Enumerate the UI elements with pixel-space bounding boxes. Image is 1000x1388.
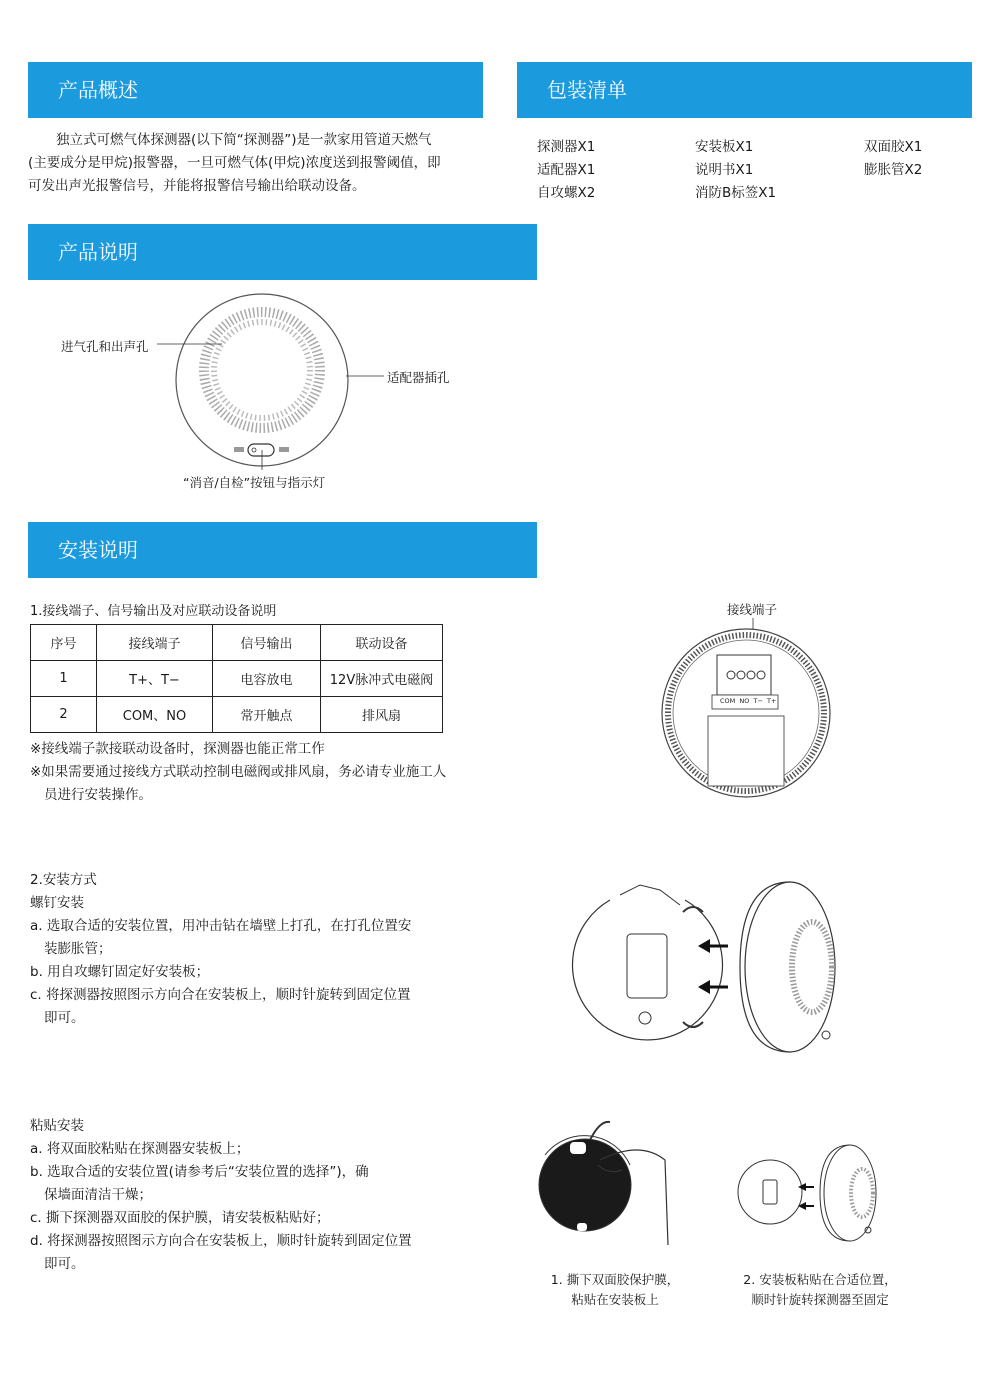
- wiring-title: 1.接线端子、信号输出及对应联动设备说明: [30, 604, 277, 619]
- packing-item: 适配器X1: [537, 162, 596, 178]
- table-cell: T+、T−: [97, 661, 213, 697]
- wiring-note: ※如果需要通过接线方式联动控制电磁阀或排风扇，务必请专业施工人: [30, 764, 447, 780]
- caption-line: 顺时针旋转探测器至固定: [751, 1292, 889, 1307]
- table-cell: 排风扇: [321, 697, 443, 733]
- table-cell: COM、NO: [97, 697, 213, 733]
- caption-line: 粘贴在安装板上: [571, 1292, 659, 1307]
- screw-step: c. 将探测器按照图示方向合在安装板上，顺时针旋转到固定位置: [30, 987, 411, 1003]
- paste-caption-1: [540, 1270, 690, 1310]
- screw-step: a. 选取合适的安装位置，用冲击钻在墙壁上打孔，在打孔位置安: [30, 918, 412, 934]
- table-cell: 1: [31, 661, 97, 697]
- wiring-note: 员进行安装操作。: [44, 787, 152, 803]
- label-button: “消音/自检”按钮与指示灯: [183, 475, 326, 490]
- table-header: 信号输出: [213, 625, 321, 661]
- paste-step: b. 选取合适的安装位置(请参考后“安装位置的选择”)，确: [30, 1164, 369, 1180]
- paste-step: d. 将探测器按照图示方向合在安装板上，顺时针旋转到固定位置: [30, 1233, 412, 1249]
- overview-title: 产品概述: [58, 78, 138, 102]
- table-cell: 常开触点: [213, 697, 321, 733]
- table-header: 序号: [31, 625, 97, 661]
- table-cell: 12V脉冲式电磁阀: [321, 661, 443, 697]
- packing-item: 消防B标签X1: [695, 185, 777, 201]
- overview-line: 独立式可燃气体探测器(以下简“探测器”)是一款家用管道天燃气: [56, 132, 432, 148]
- screw-step: b. 用自攻螺钉固定好安装板；: [30, 964, 210, 980]
- paste-step: 即可。: [44, 1256, 85, 1272]
- wiring-note: ※接线端子款接联动设备时，探测器也能正常工作: [30, 741, 325, 757]
- overview-line: (主要成分是甲烷)报警器，一旦可燃气体(甲烷)浓度送到报警阈值，即: [28, 155, 441, 171]
- paste-step: a. 将双面胶粘贴在探测器安装板上；: [30, 1141, 250, 1157]
- install-method-title: 2.安装方式: [30, 872, 97, 888]
- packing-title: 包装清单: [547, 78, 627, 102]
- packing-item: 说明书X1: [695, 162, 754, 178]
- caption-line: 2. 安装板粘贴在合适位置，: [743, 1272, 897, 1287]
- paste-caption-2: [730, 1270, 910, 1310]
- table-cell: 2: [31, 697, 97, 733]
- packing-item: 探测器X1: [537, 139, 596, 155]
- screw-step: 装膨胀管；: [44, 941, 112, 957]
- table-cell: 电容放电: [213, 661, 321, 697]
- product-desc-title: 产品说明: [58, 240, 138, 264]
- paste-step: 保墙面清洁干燥；: [44, 1187, 152, 1203]
- terminal-label: 接线端子: [727, 602, 778, 617]
- table-header: 接线端子: [97, 625, 213, 661]
- terminal-marks: COM NO T− T+: [720, 697, 777, 705]
- packing-item: 双面胶X1: [864, 139, 923, 155]
- install-title: 安装说明: [58, 538, 138, 562]
- label-adapter: 适配器插孔: [387, 370, 450, 385]
- caption-line: 1. 撕下双面胶保护膜，: [550, 1272, 680, 1287]
- table-header: 联动设备: [321, 625, 443, 661]
- overview-line: 可发出声光报警信号，并能将报警信号输出给联动设备。: [28, 178, 366, 194]
- paste-title: 粘贴安装: [30, 1118, 84, 1134]
- packing-item: 自攻螺X2: [537, 185, 596, 201]
- paste-step: c. 撕下探测器双面胶的保护膜，请安装板粘贴好；: [30, 1210, 330, 1226]
- label-inlet: 进气孔和出声孔: [61, 339, 149, 354]
- packing-item: 安装板X1: [695, 139, 754, 155]
- screw-step: 即可。: [44, 1010, 85, 1026]
- screw-title: 螺钉安装: [30, 895, 84, 911]
- packing-item: 膨胀管X2: [864, 162, 923, 178]
